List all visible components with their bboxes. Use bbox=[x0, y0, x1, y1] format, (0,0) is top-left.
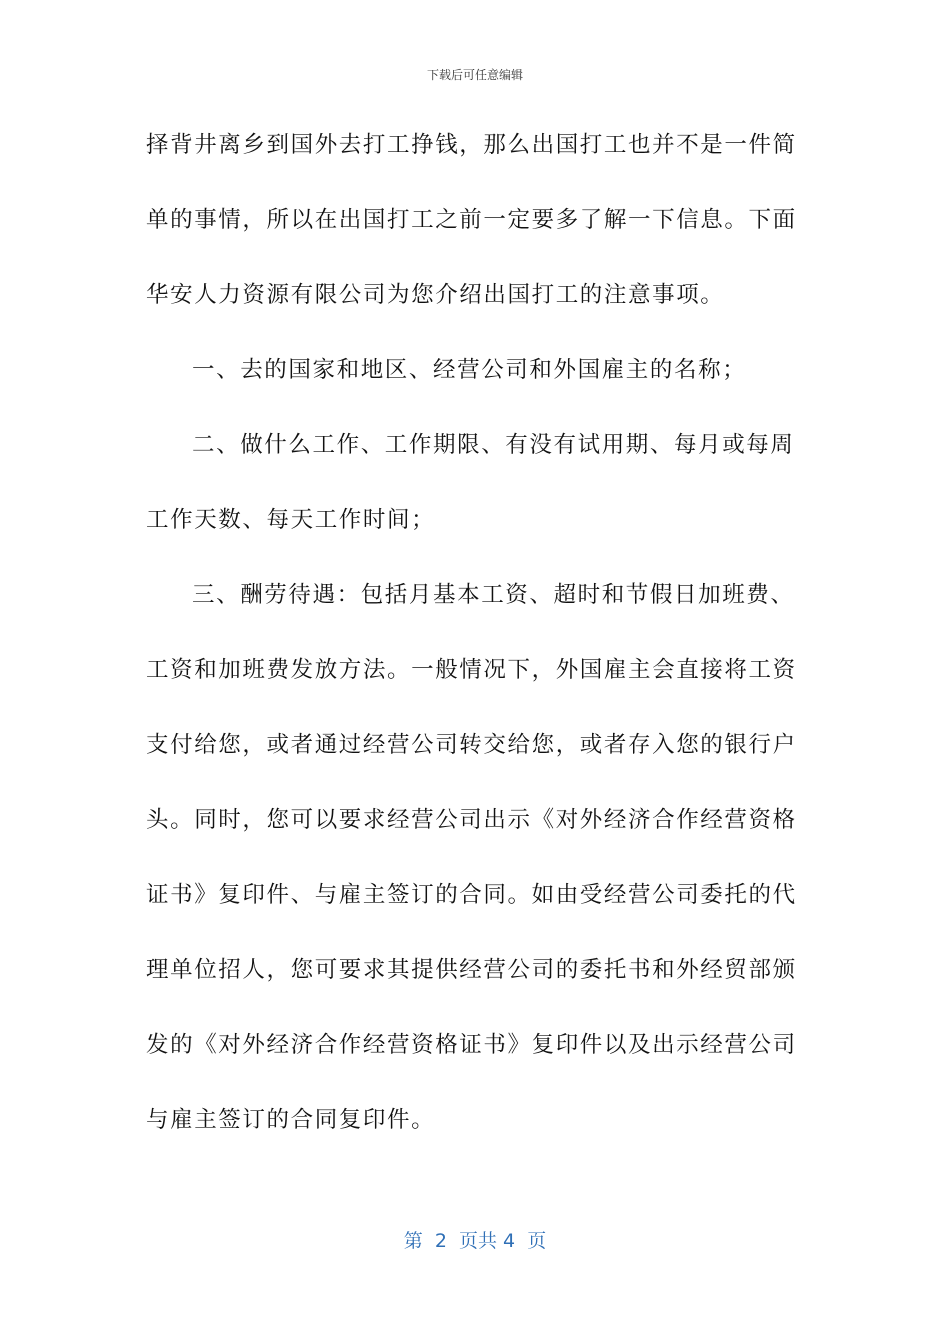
body-line: 华安人力资源有限公司为您介绍出国打工的注意事项。 bbox=[146, 282, 725, 308]
body-line: 理单位招人，您可要求其提供经营公司的委托书和外经贸部颁 bbox=[146, 957, 797, 983]
body-line: 支付给您，或者通过经营公司转交给您，或者存入您的银行户 bbox=[146, 732, 797, 758]
body-line: 工作天数、每天工作时间； bbox=[146, 507, 436, 533]
body-line: 与雇主签订的合同复印件。 bbox=[146, 1107, 436, 1133]
document-body bbox=[146, 122, 798, 1172]
body-line: 工资和加班费发放方法。一般情况下，外国雇主会直接将工资 bbox=[146, 657, 797, 683]
body-line: 单的事情，所以在出国打工之前一定要多了解一下信息。下面 bbox=[146, 207, 797, 233]
body-line: 发的《对外经济合作经营资格证书》复印件以及出示经营公司 bbox=[146, 1032, 797, 1058]
body-line: 择背井离乡到国外去打工挣钱，那么出国打工也并不是一件简 bbox=[146, 132, 797, 158]
list-item-2: 二、做什么工作、工作期限、有没有试用期、每月或每周 bbox=[192, 432, 795, 458]
list-item-1: 一、去的国家和地区、经营公司和外国雇主的名称； bbox=[192, 357, 747, 383]
body-line: 头。同时，您可以要求经营公司出示《对外经济合作经营资格 bbox=[146, 807, 797, 833]
page-number-footer: 第 2 页共 4 页 bbox=[403, 1230, 547, 1252]
body-line: 证书》复印件、与雇主签订的合同。如由受经营公司委托的代 bbox=[146, 882, 797, 908]
page-header: 下载后可任意编辑 bbox=[426, 68, 523, 82]
list-item-3: 三、酬劳待遇：包括月基本工资、超时和节假日加班费、 bbox=[192, 582, 795, 608]
